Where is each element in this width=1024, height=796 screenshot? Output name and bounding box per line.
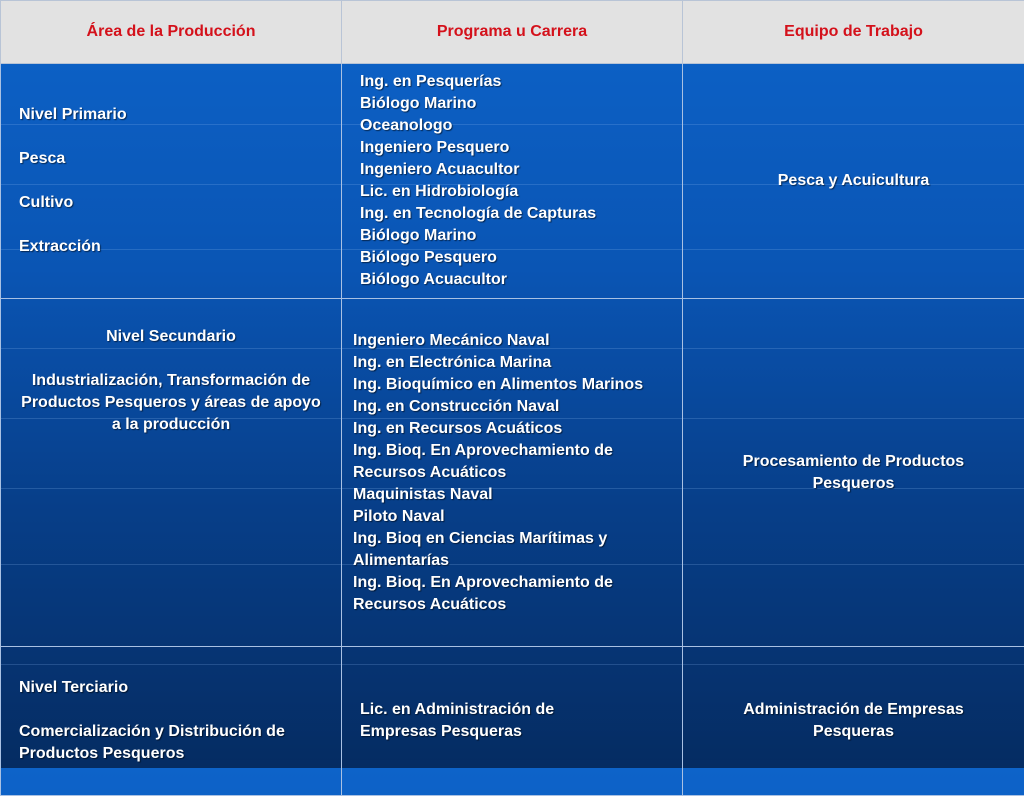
header-row (1, 1, 1024, 64)
team-cell (683, 299, 1024, 647)
program-item: Piloto Naval (353, 506, 672, 528)
area-level: Nivel Secundario (1, 326, 341, 348)
area-level: Nivel Primario (19, 104, 341, 126)
area-item: Extracción (19, 236, 341, 258)
program-cell (342, 64, 683, 299)
program-item: Ingeniero Pesquero (360, 137, 682, 159)
program-item: Biólogo Marino (360, 93, 682, 115)
area-cell (1, 647, 342, 796)
program-item: Ing. Bioq. En Aprovechamiento de Recursos Acuáticos (353, 440, 672, 484)
program-item: Ing. en Recursos Acuáticos (353, 418, 672, 440)
area-item: Industrialización, Transformación de Productos Pesqueros y áreas de apoyo a la producción (1, 370, 341, 436)
program-item: Ing. Bioq en Ciencias Marítimas y Alimentarías (353, 528, 672, 572)
program-item: Biólogo Pesquero (360, 247, 682, 269)
area-level: Nivel Terciario (19, 677, 311, 699)
program-item: Ingeniero Acuacultor (360, 159, 682, 181)
team-cell (683, 647, 1024, 796)
program-item: Ing. Bioq. En Aprovechamiento de Recursos Acuáticos (353, 572, 672, 616)
team-label: Administración de Empresas Pesqueras (683, 699, 1024, 743)
header-program: Programa u Carrera (342, 1, 683, 64)
team-label: Procesamiento de Productos Pesqueros (683, 451, 1024, 495)
program-item: Ing. Bioquímico en Alimentos Marinos (353, 374, 672, 396)
table-row (1, 647, 1024, 796)
header-team: Equipo de Trabajo (683, 1, 1024, 64)
program-item: Biólogo Marino (360, 225, 682, 247)
program-item: Lic. en Administración de Empresas Pesqueras (360, 699, 622, 743)
program-item: Ing. en Pesquerías (360, 71, 682, 93)
team-label: Pesca y Acuicultura (683, 170, 1024, 192)
program-item: Biólogo Acuacultor (360, 269, 682, 291)
program-cell (342, 299, 683, 647)
table-row (1, 64, 1024, 299)
area-item: Comercialización y Distribución de Productos Pesqueros (19, 721, 311, 765)
program-item: Ing. en Tecnología de Capturas (360, 203, 682, 225)
program-item: Maquinistas Naval (353, 484, 672, 506)
program-item: Oceanologo (360, 115, 682, 137)
header-area: Área de la Producción (1, 1, 342, 64)
program-item: Ing. en Construcción Naval (353, 396, 672, 418)
table-row (1, 299, 1024, 647)
program-item: Ing. en Electrónica Marina (353, 352, 672, 374)
area-item: Pesca (19, 148, 341, 170)
program-item: Lic. en Hidrobiología (360, 181, 682, 203)
program-cell (342, 647, 683, 796)
program-item: Ingeniero Mecánico Naval (353, 330, 672, 352)
team-cell (683, 64, 1024, 299)
area-item: Cultivo (19, 192, 341, 214)
area-cell (1, 64, 342, 299)
area-cell (1, 299, 342, 647)
